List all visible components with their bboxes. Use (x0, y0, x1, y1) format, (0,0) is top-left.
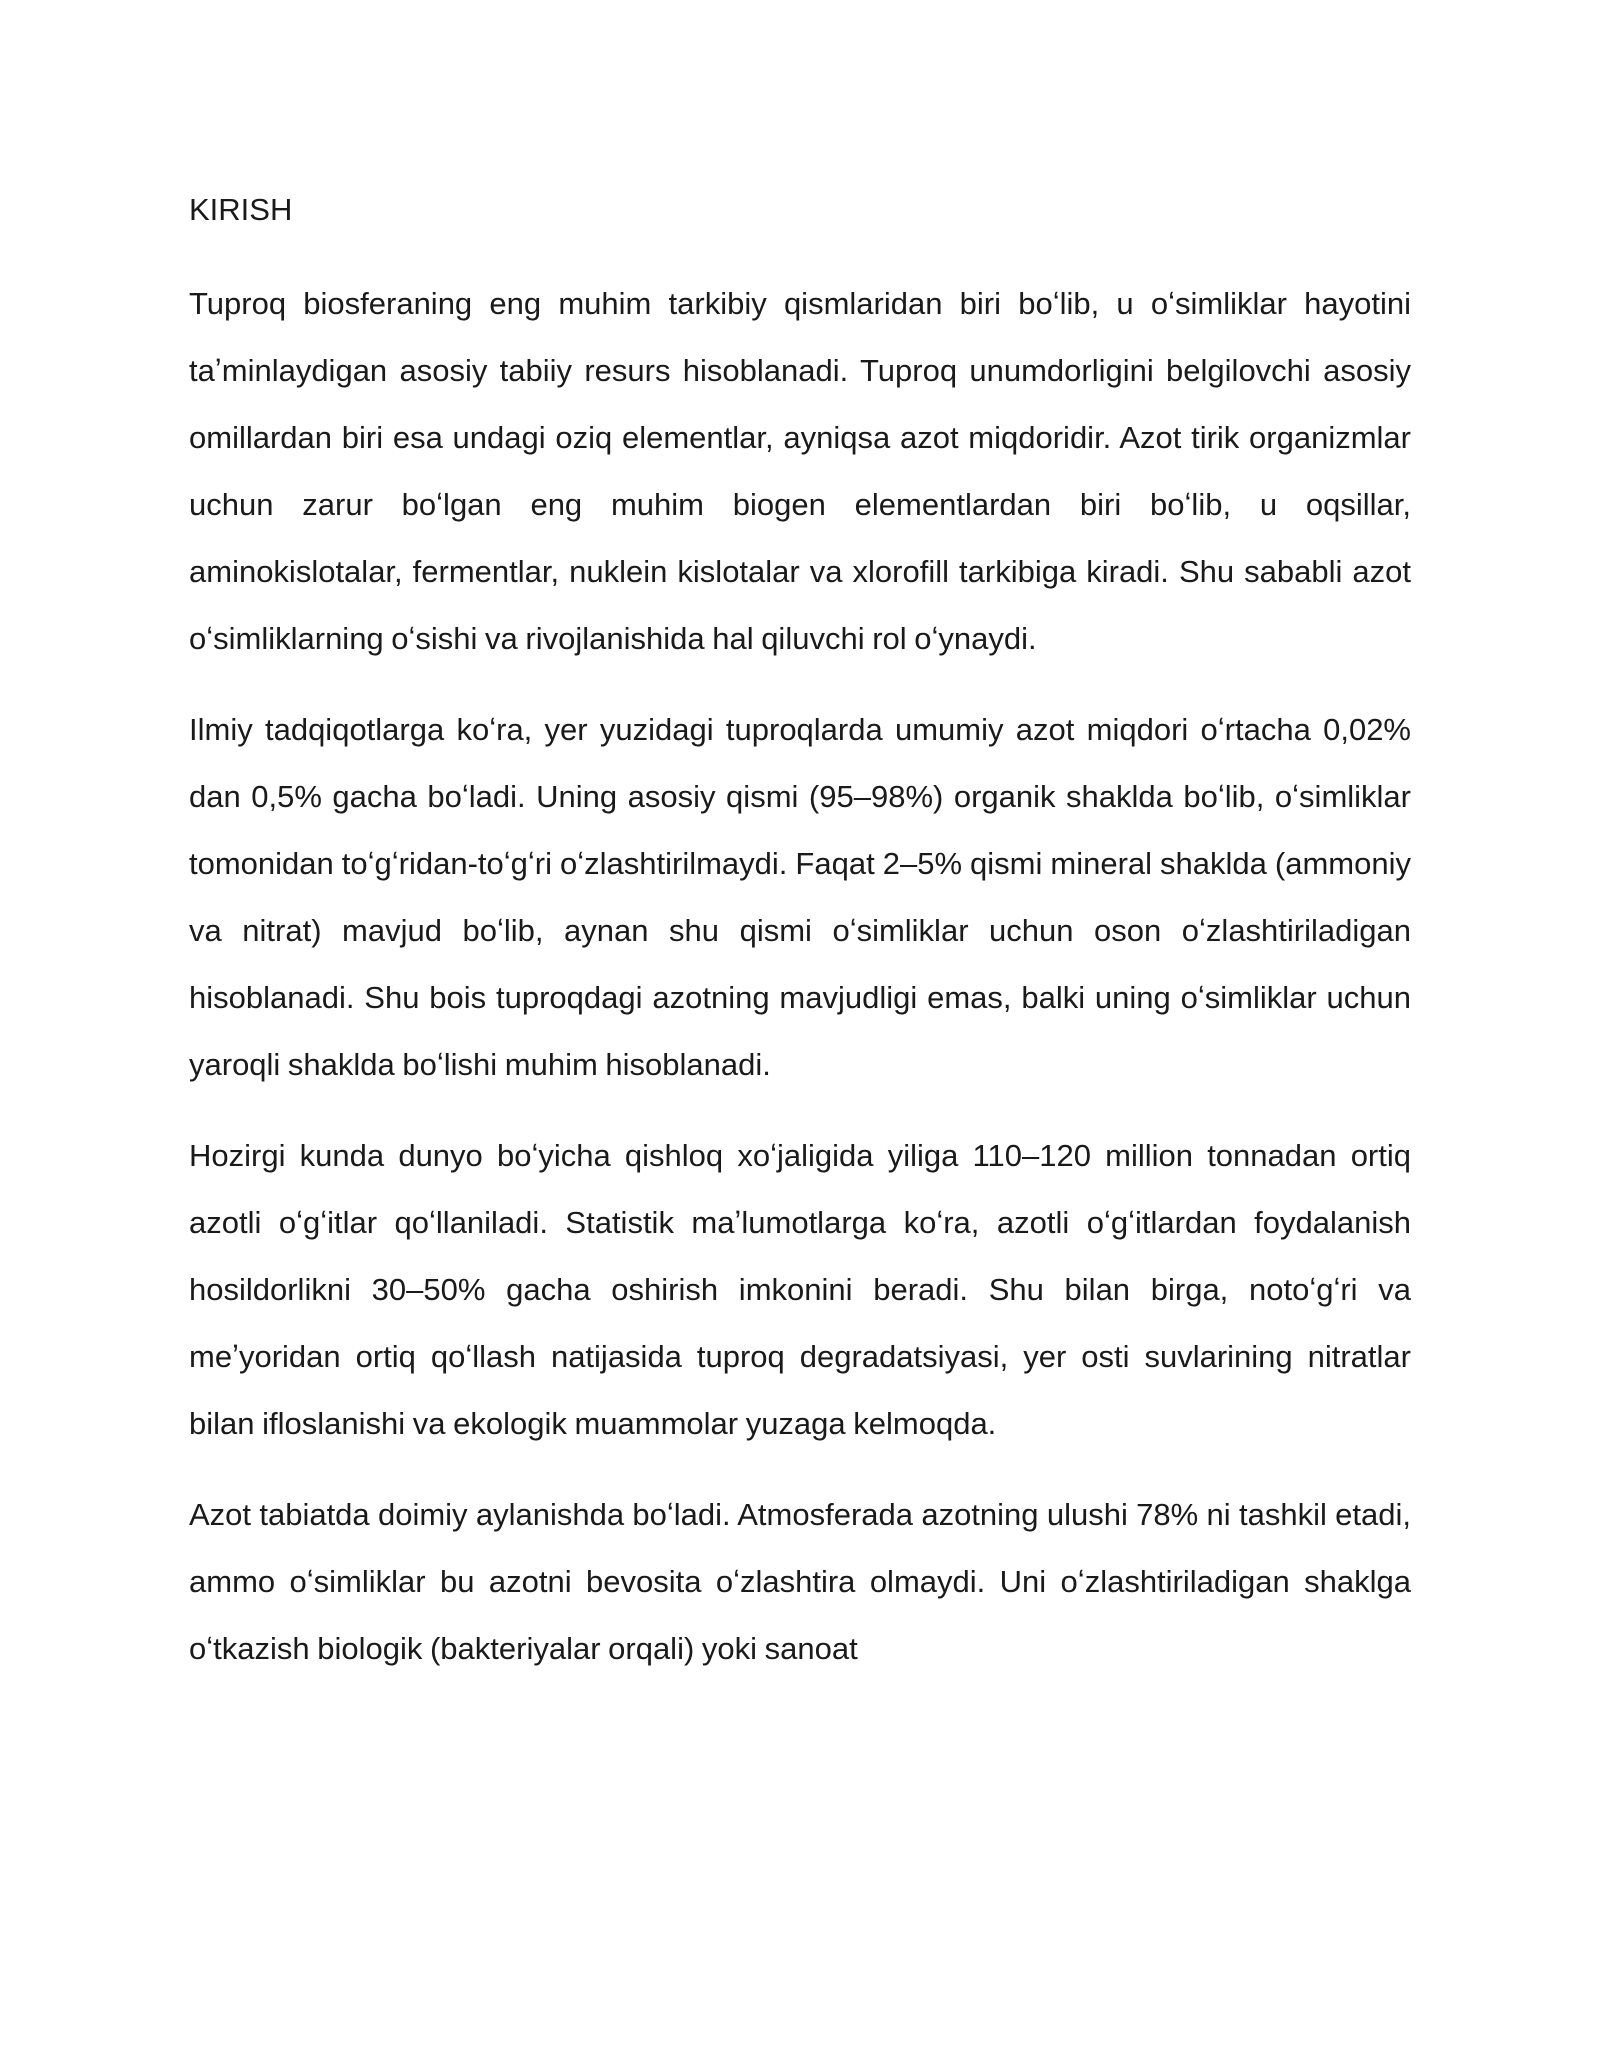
paragraph-2: Ilmiy tadqiqotlarga koʻra, yer yuzidagi tuproqlarda umumiy azot miqdori oʻrtacha 0,02% dan 0,5% gacha boʻladi. Uning asosiy qismi (95–98%) organik shaklda boʻlib, oʻsimliklar tomonidan toʻgʻridan-toʻgʻri oʻzlashtirilmaydi. Faqat 2–5% qismi mineral shaklda (ammoniy va nitrat) mavjud boʻlib, aynan shu qismi oʻsimliklar uchun oson oʻzlashtiriladigan hisoblanadi. Shu bois tuproqdagi azotning mavjudligi emas, balki uning oʻsimliklar uchun yaroqli shaklda boʻlishi muhim hisoblanadi. (189, 712, 1411, 1082)
document-body (189, 188, 1411, 1706)
paragraph-1: Tuproq biosferaning eng muhim tarkibiy qismlaridan biri boʻlib, u oʻsimliklar hayotini taʼminlaydigan asosiy tabiiy resurs hisoblanadi. Tuproq unumdorligini belgilovchi asosiy omillardan biri esa undagi oziq elementlar, ayniqsa azot miqdoridir. Azot tirik organizmlar uchun zarur boʻlgan eng muhim biogen elementlardan biri boʻlib, u oqsillar, aminokislotalar, fermentlar, nuklein kislotalar va xlorofill tarkibiga kiradi. Shu sababli azot oʻsimliklarning oʻsishi va rivojlanishida hal qiluvchi rol oʻynaydi. (189, 286, 1411, 656)
paragraph-4: Azot tabiatda doimiy aylanishda boʻladi. Atmosferada azotning ulushi 78% ni tashkil etadi, ammo oʻsimliklar bu azotni bevosita oʻzlashtira olmaydi. Uni oʻzlashtiriladigan shaklga oʻtkazish biologik (bakteriyalar orqali) yoki sanoat (189, 1497, 1411, 1666)
paragraph-3: Hozirgi kunda dunyo boʻyicha qishloq xoʻjaligida yiliga 110–120 million tonnadan ortiq azotli oʻgʻitlar qoʻllaniladi. Statistik maʼlumotlarga koʻra, azotli oʻgʻitlardan foydalanish hosildorlikni 30–50% gacha oshirish imkonini beradi. Shu bilan birga, notoʻgʻri va meʼyoridan ortiq qoʻllash natijasida tuproq degradatsiyasi, yer osti suvlarining nitratlar bilan ifloslanishi va ekologik muammolar yuzaga kelmoqda. (189, 1138, 1411, 1441)
section-heading: KIRISH (189, 192, 293, 227)
